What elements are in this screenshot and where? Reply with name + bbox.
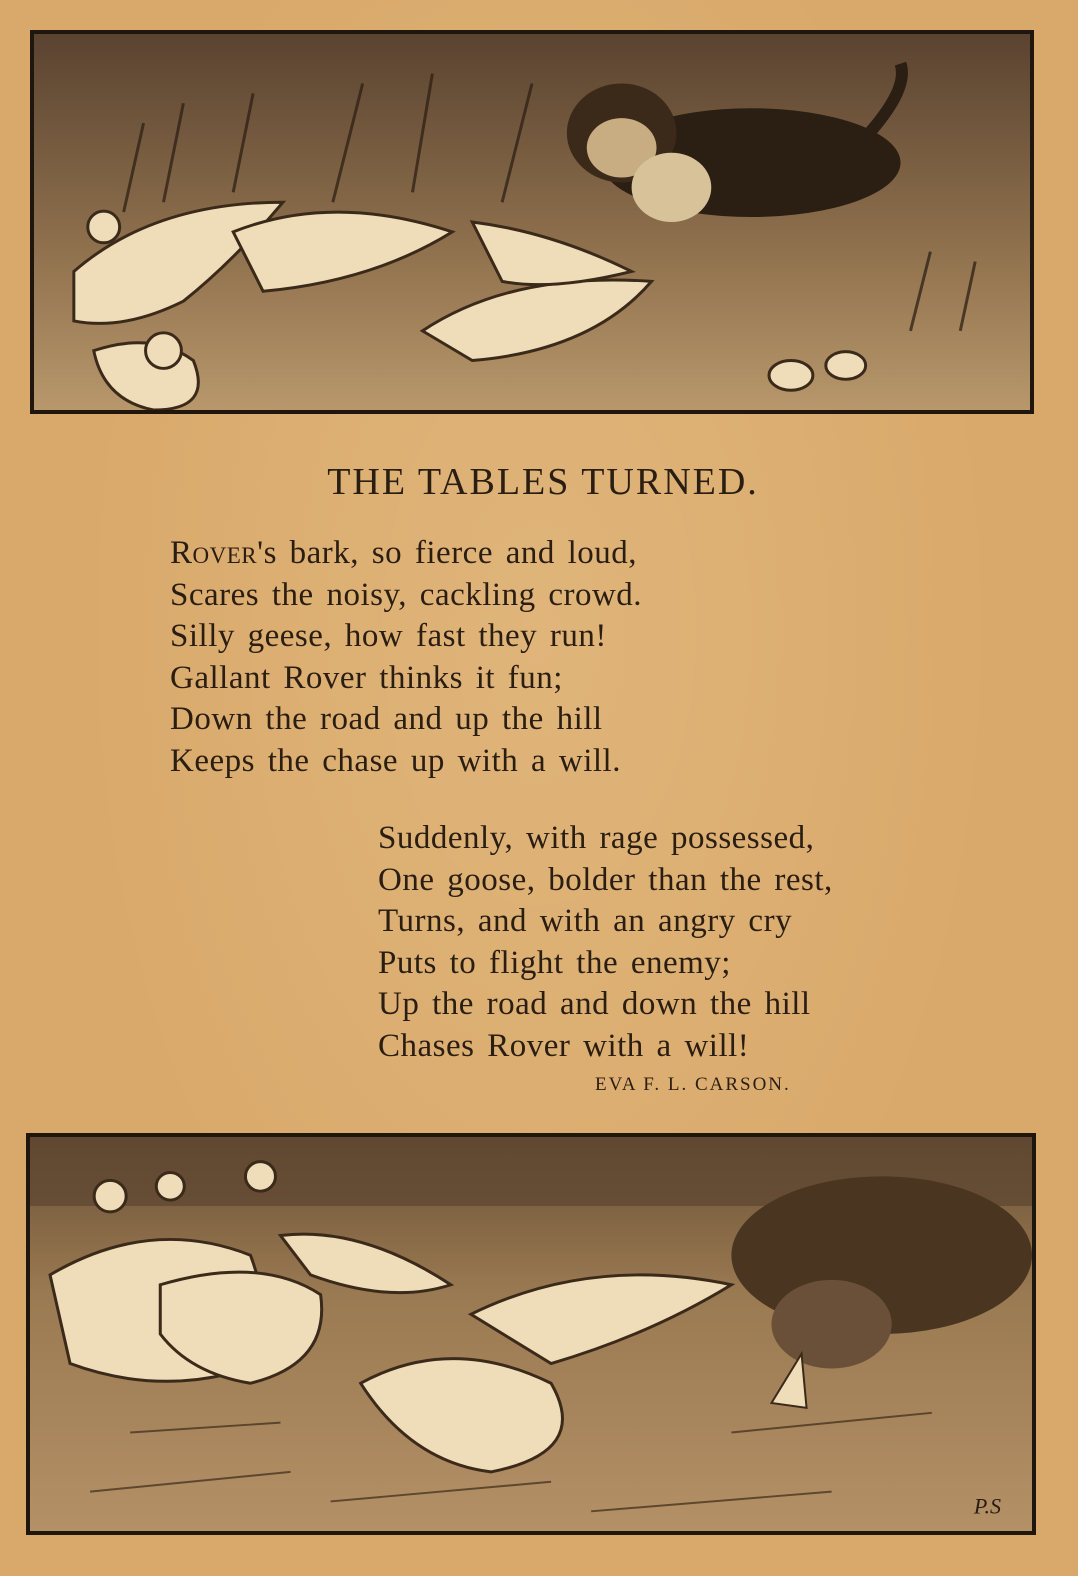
poem-line: Silly geese, how fast they run!: [170, 618, 607, 655]
poem-line: Gallant Rover thinks it fun;: [170, 659, 563, 696]
poem-line: Chases Rover with a will!: [378, 1027, 750, 1064]
poem-title: THE TABLES TURNED.: [327, 461, 759, 503]
illustration-signature: P.S: [973, 1494, 1002, 1519]
illustration-dog-chasing-geese: [30, 30, 1034, 414]
poem-name-smallcaps: Rover: [170, 535, 258, 571]
illustration-top-engraving: [34, 34, 1030, 410]
poem-line: Puts to flight the enemy;: [378, 944, 731, 981]
poem-line: Up the road and down the hill: [378, 986, 811, 1023]
poem-line: Scares the noisy, cackling crowd.: [170, 576, 643, 613]
poem-stanza-1: [170, 533, 642, 783]
illustration-bottom-engraving: [30, 1137, 1032, 1531]
poem-stanza-2: [378, 818, 833, 1068]
poem-line: [170, 533, 642, 575]
poem-line: One goose, bolder than the rest,: [378, 861, 833, 898]
poem-line: Suddenly, with rage possessed,: [378, 820, 815, 856]
poem-line: Turns, and with an angry cry: [378, 903, 793, 940]
illustration-goose-chasing-dog: [26, 1133, 1036, 1535]
poem-line: Down the road and up the hill: [170, 701, 603, 738]
poem-line-rest: 's bark, so fierce and loud,: [257, 535, 638, 571]
poem-line: Keeps the chase up with a will.: [170, 742, 621, 779]
poem-author: EVA F. L. CARSON.: [595, 1074, 791, 1095]
